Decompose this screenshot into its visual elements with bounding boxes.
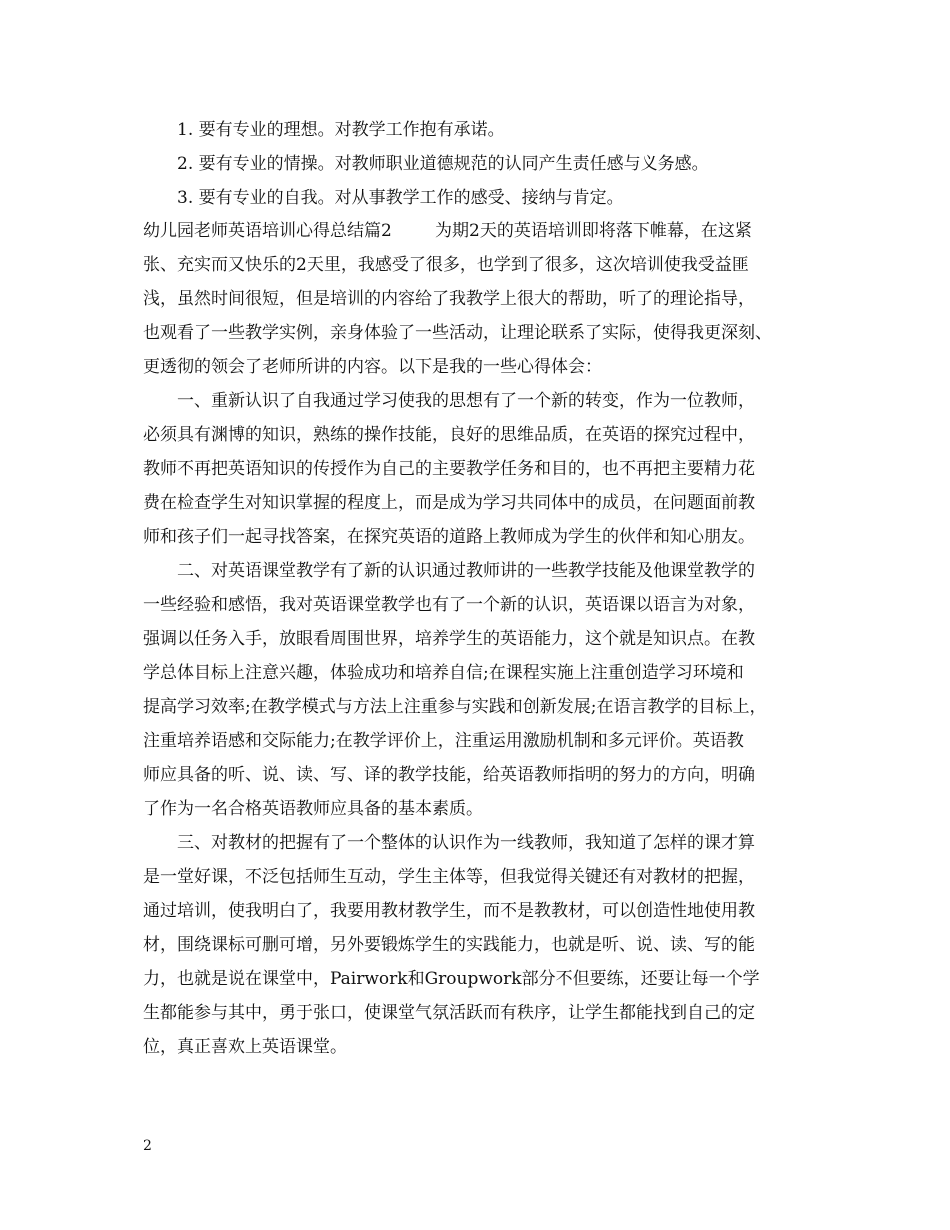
paragraph-line: 浅，虽然时间很短，但是培训的内容给了我教学上很大的帮助，听了的理论指导， [143,289,755,309]
paragraph-line: 通过培训，使我明白了，我要用教材教学生，而不是教教材，可以创造性地使用教 [143,901,755,921]
paragraph-line: 材，围绕课标可删可增，另外要锻炼学生的实践能力，也就是听、说、读、写的能 [143,935,755,955]
paragraph-line: 更透彻的领会了老师所讲的内容。以下是我的一些心得体会： [143,357,602,377]
section-heading-line: 幼儿园老师英语培训心得总结篇2 为期2天的英语培训即将落下帷幕，在这紧 [143,221,752,241]
paragraph-line: 一些经验和感悟，我对英语课堂教学也有了一个新的认识，英语课以语言为对象， [143,595,755,615]
paragraph-line: 位，真正喜欢上英语课堂。 [143,1037,347,1057]
paragraph-line: 必须具有渊博的知识，熟练的操作技能，良好的思维品质，在英语的探究过程中， [143,425,755,445]
page-number: 2 [143,1138,152,1154]
paragraph-line: 注重培养语感和交际能力;在教学评价上，注重运用激励机制和多元评价。英语教 [143,731,744,751]
paragraph-line: 二、对英语课堂教学有了新的认识通过教师讲的一些教学技能及他课堂教学的 [177,561,755,581]
list-item-3: 3. 要有专业的自我。对从事教学工作的感受、接纳与肯定。 [177,188,624,208]
paragraph-line: 三、对教材的把握有了一个整体的认识作为一线教师，我知道了怎样的课才算 [177,833,755,853]
paragraph-line: 一、重新认识了自我通过学习使我的思想有了一个新的转变，作为一位教师， [177,391,755,411]
paragraph-line: 师应具备的听、说、读、写、译的教学技能，给英语教师指明的努力的方向，明确 [143,765,755,785]
paragraph-line: 学总体目标上注意兴趣，体验成功和培养自信;在课程实施上注重创造学习环境和 [143,663,744,683]
paragraph-line: 张、充实而又快乐的2天里，我感受了很多，也学到了很多，这次培训使我受益匪 [143,255,749,275]
paragraph-line: 也观看了一些教学实例，亲身体验了一些活动，让理论联系了实际，使得我更深刻、 [143,323,772,343]
list-item-2: 2. 要有专业的情操。对教师职业道德规范的认同产生责任感与义务感。 [177,154,709,174]
list-item-1: 1. 要有专业的理想。对教学工作抱有承诺。 [177,120,505,140]
paragraph-line: 教师不再把英语知识的传授作为自己的主要教学任务和目的，也不再把主要精力花 [143,459,755,479]
paragraph-line: 强调以任务入手，放眼看周围世界，培养学生的英语能力，这个就是知识点。在教 [143,629,755,649]
paragraph-line: 力，也就是说在课堂中，Pairwork和Groupwork部分不但要练，还要让每一个学 [143,969,760,989]
paragraph-line: 提高学习效率;在教学模式与方法上注重参与实践和创新发展;在语言教学的目标上， [143,697,767,717]
paragraph-line: 费在检查学生对知识掌握的程度上，而是成为学习共同体中的成员，在问题面前教 [143,493,755,513]
paragraph-line: 是一堂好课，不泛包括师生互动，学生主体等，但我觉得关键还有对教材的把握， [143,867,755,887]
paragraph-line: 师和孩子们一起寻找答案，在探究英语的道路上教师成为学生的伙伴和知心朋友。 [143,527,755,547]
paragraph-line: 了作为一名合格英语教师应具备的基本素质。 [143,799,483,819]
paragraph-line: 生都能参与其中，勇于张口，使课堂气氛活跃而有秩序，让学生都能找到自己的定 [143,1003,755,1023]
